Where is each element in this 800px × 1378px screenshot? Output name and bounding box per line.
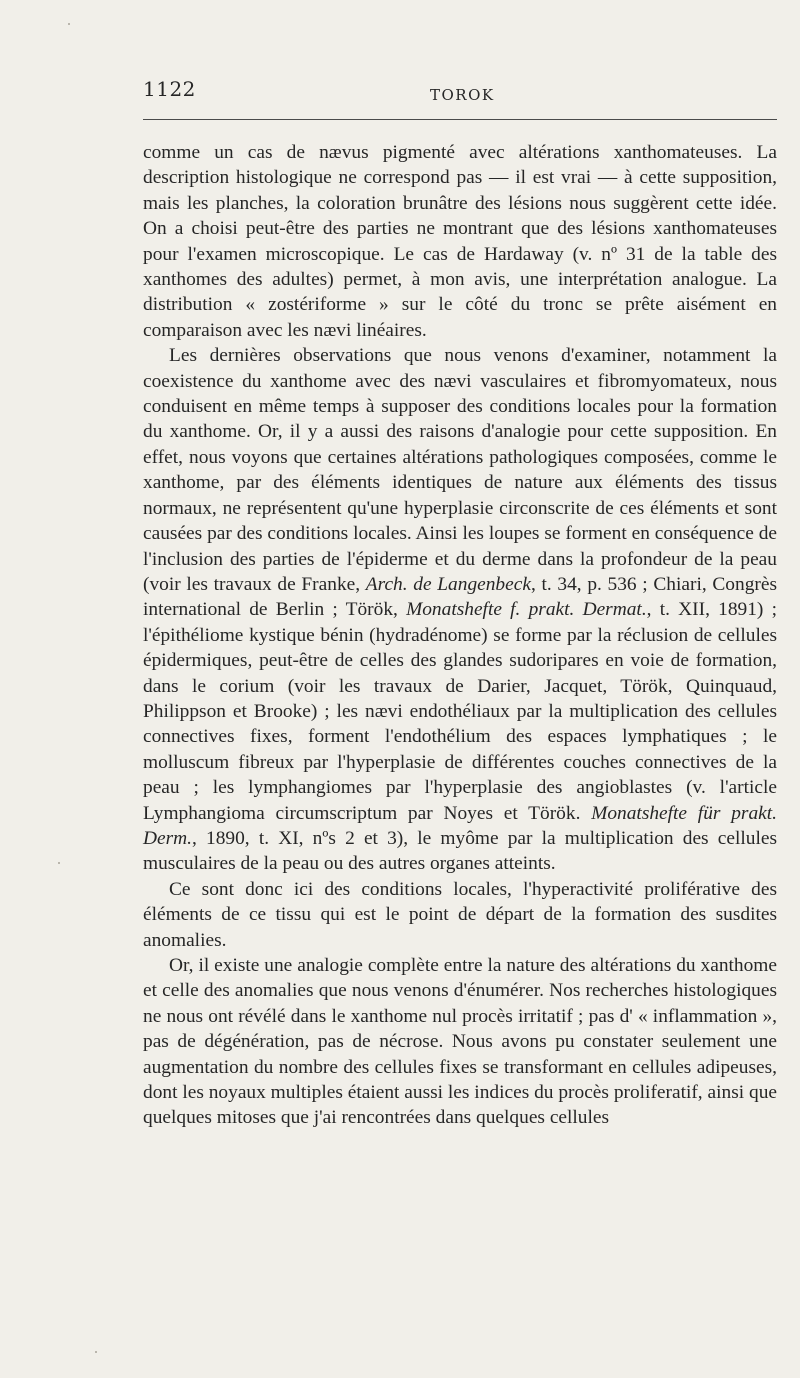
- citation-monatshefte-derm: Monatshefte für prakt. Derm.: [143, 802, 777, 849]
- citation-monatshefte-dermat: Monatshefte f. prakt. Dermat.: [406, 599, 647, 621]
- citation-langenbeck: Arch. de Langenbeck: [365, 573, 531, 595]
- paragraph-2-text-c: , t. XII, 1891) ; l'épithéliome kystique bénin (hydradénome) se forme par la réclusion de cellules épidermiques, peut-être de celles des glandes sudoripares en voie de formation, dans le corium (voir les travaux de Darier, Jacquet, Török, Quinquaud, Philippson et Brooke) ; les nævi endothéliaux par la multiplication des cellules connectives fixes, forment l'endothélium des espaces lymphatiques ; le molluscum fibreux par l'hyperplasie de différentes couches connectives de la peau ; les lymphangiomes par l'hyperplasie des angioblastes (v. l'article Lymphangioma circumscriptum par Noyes et Török.: [143, 599, 777, 824]
- paper-speck: [95, 1351, 97, 1353]
- running-head: TOROK: [430, 86, 495, 104]
- paper-speck: [58, 862, 60, 864]
- paragraph-2-text-b: , t. 34, p. 536 ; Chiari, Congrès international de Berlin ; Török,: [143, 573, 777, 621]
- page-number: 1122: [143, 77, 196, 101]
- paragraph-2-text-d: , 1890, t. XI, nºs 2 et 3), le myôme par la multiplication des cellules musculaires de la peau ou des autres organes atteints.: [143, 827, 777, 875]
- header-rule: [143, 119, 777, 120]
- body-text: [143, 140, 777, 1131]
- paragraph-4: Or, il existe une analogie complète entre la nature des altérations du xanthome et celle des anomalies que nous venons d'énumérer. Nos recherches histologiques ne nous ont révélé dans le xanthome nul procès irritatif ; pas d' « inflammation », pas de dégénération, pas de nécrose. Nous avons pu constater seulement une augmentation du nombre des cellules fixes se transformant en cellules adipeuses, dont les noyaux multiples étaient aussi les indices du procès proliferatif, ainsi que quelques mitoses que j'ai rencontrées dans quelques cellules: [143, 955, 777, 1129]
- paragraph-2: [143, 343, 777, 877]
- paragraph-2-text-a: Les dernières observations que nous venons d'examiner, notamment la coexistence du xanthome avec des nævi vasculaires et fibromyomateux, nous conduisent en même temps à supposer des conditions locales pour la formation du xanthome. Or, il y a aussi des raisons d'analogie pour cette supposition. En effet, nous voyons que certaines altérations pathologiques composées, comme le xanthome, par des éléments identiques de nature aux éléments des tissus normaux, ne représentent qu'une hyperplasie circonscrite de ces éléments et sont causées par des conditions locales. Ainsi les loupes se forment en conséquence de l'inclusion des parties de l'épiderme et du derme dans la profondeur de la peau (voir les travaux de Franke,: [143, 345, 777, 595]
- paragraph-1: comme un cas de nævus pigmenté avec altérations xanthomateuses. La description histologique ne correspond pas — il est vrai — à cette supposition, mais les planches, la coloration brunâtre des lésions nous suggèrent cette idée. On a choisi peut-être des parties ne montrant que des lésions xanthomateuses pour l'examen microscopique. Le cas de Hardaway (v. nº 31 de la table des xanthomes des adultes) permet, à mon avis, une interprétation analogue. La distribution « zostériforme » sur le côté du tronc se prête aisément en comparaison avec les nævi linéaires.: [143, 142, 777, 341]
- paragraph-3: Ce sont donc ici des conditions locales, l'hyperactivité proliférative des éléments de ce tissu qui est le point de départ de la formation des susdites anomalies.: [143, 878, 777, 951]
- paper-speck: [68, 23, 70, 25]
